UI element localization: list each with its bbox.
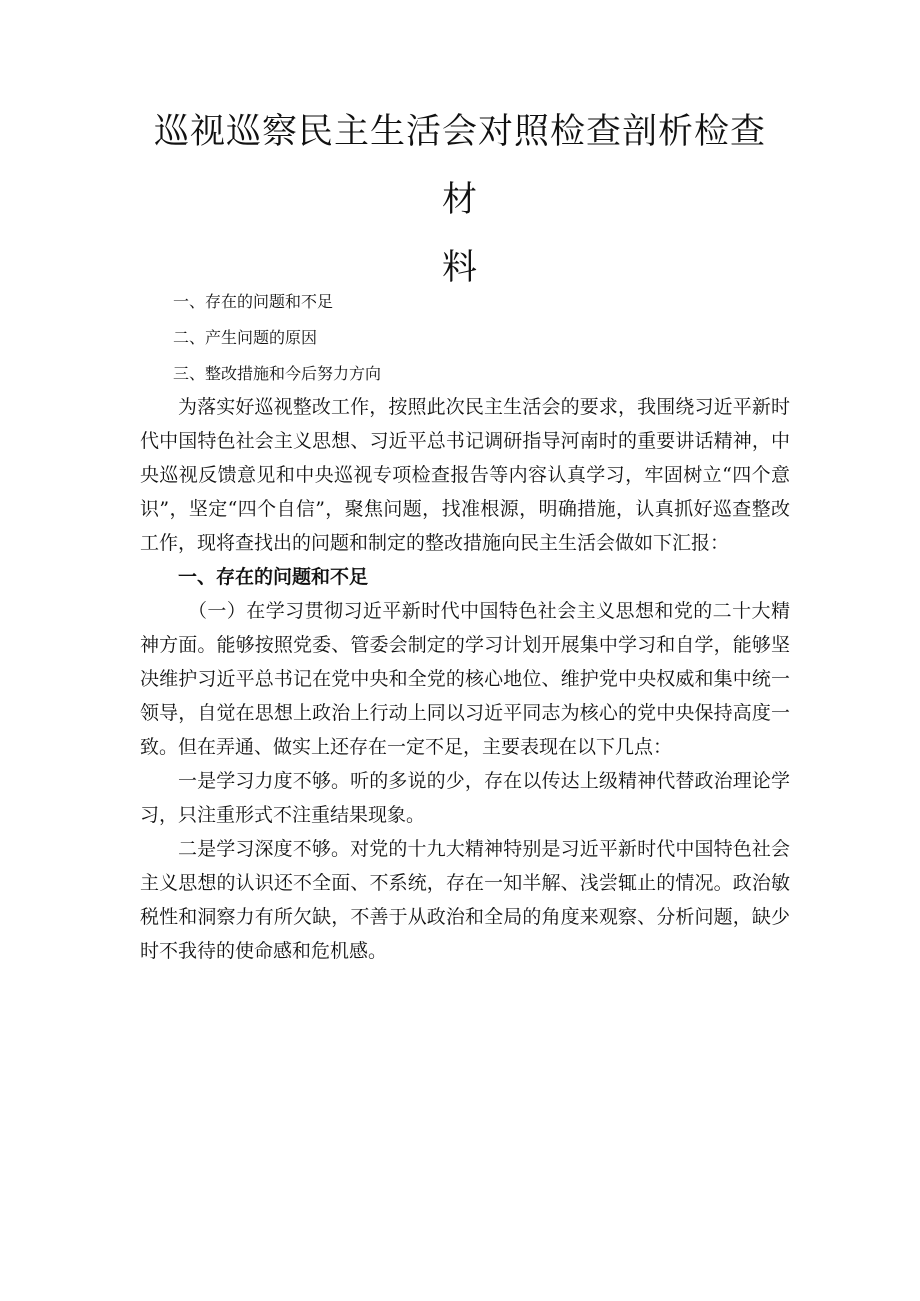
intro-paragraph: 为落实好巡视整改工作，按照此次民主生活会的要求，我围绕习近平新时代中国特色社会主义思想、习近平总书记调研指导河南时的重要讲话精神，中央巡视反馈意见和中央巡视专项检查报告等内容认真学习，牢固树立“四个意识”，坚定“四个自信”，聚焦问题，找准根源，明确措施，认真抓好巡查整改工作，现将查找出的问题和制定的整改措施向民主生活会做如下汇报：: [140, 396, 790, 554]
section-1-paragraph-1: （一）在学习贯彻习近平新时代中国特色社会主义思想和党的二十大精神方面。能够按照党委、管委会制定的学习计划开展集中学习和自学，能够坚决维护习近平总书记在党中央和全党的核心地位、维护党中央权威和集中统一领导，自觉在思想上政治上行动上同以习近平同志为核心的党中央保持高度一致。但在弄通、做实上还存在一定不足，主要表现在以下几点：: [140, 600, 790, 758]
section-1-paragraph-2: 一是学习力度不够。听的多说的少，存在以传达上级精神代替政治理论学习，只注重形式不注重结果现象。: [140, 770, 790, 826]
toc-item-measures: 三、整改措施和今后努力方向: [173, 364, 382, 383]
document-title-line-2: 料: [441, 248, 478, 288]
document-title: [150, 98, 770, 302]
toc-item-causes: 二、产生问题的原因: [173, 328, 318, 347]
table-of-contents: [173, 284, 773, 392]
section-1-heading: 一、存在的问题和不足: [178, 566, 369, 588]
section-1-paragraph-3: 二是学习深度不够。对党的十九大精神特别是习近平新时代中国特色社会主义思想的认识还不全面、不系统，存在一知半解、浅尝辄止的情况。政治敏税性和洞察力有所欠缺，不善于从政治和全局的角度来观察、分析问题，缺少时不我待的使命感和危机感。: [140, 838, 790, 962]
document-body: [140, 390, 790, 968]
toc-item-problems: 一、存在的问题和不足: [173, 292, 334, 311]
document-title-line-1: 巡视巡察民主生活会对照检查剖析检查材: [153, 112, 766, 220]
